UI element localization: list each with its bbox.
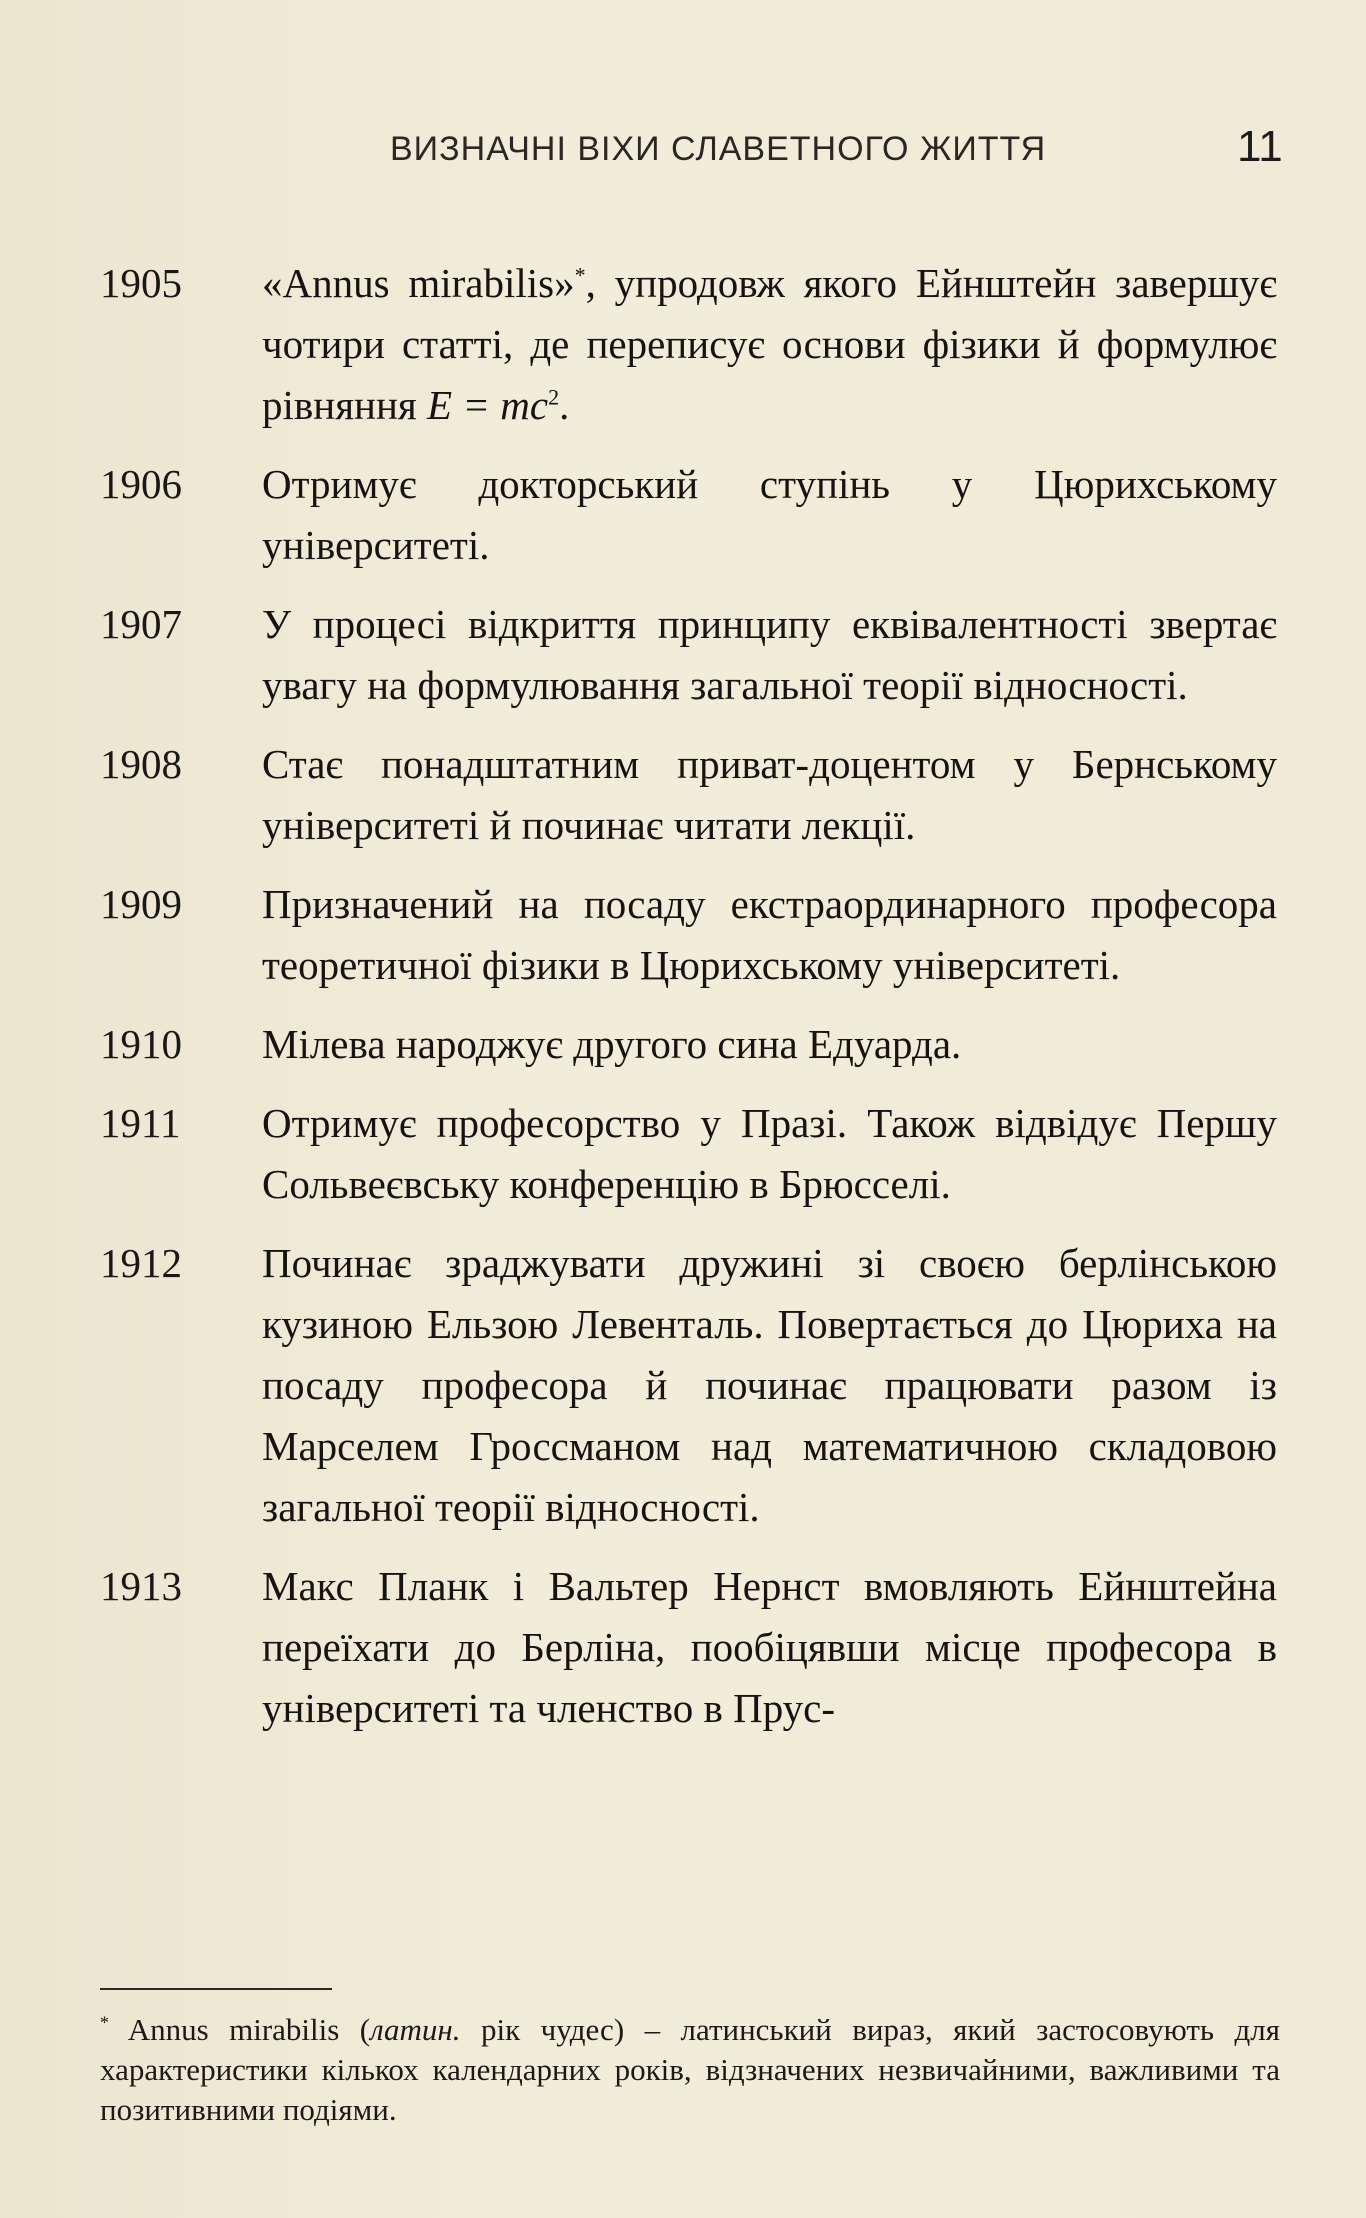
footnote-lang-abbr: латин. bbox=[370, 2012, 461, 2047]
entry-year: 1906 bbox=[100, 461, 182, 507]
entry-1907 bbox=[100, 594, 1280, 716]
entry-text bbox=[262, 253, 1277, 436]
entry-1911 bbox=[100, 1093, 1280, 1215]
page-header bbox=[0, 118, 1366, 178]
entry-1908 bbox=[100, 734, 1280, 856]
footnote-text: – латинський вираз, який застосовують для характеристики кількох календарних років, відзначених незвичайними, важливими та позитивними подіями. bbox=[100, 2012, 1281, 2127]
entry-text: Призначений на посаду екстраординарного професора теоретичної фізики в Цюрихському університеті. bbox=[262, 881, 1277, 988]
entry-year: 1907 bbox=[100, 601, 182, 647]
formula-exponent: 2 bbox=[548, 384, 560, 410]
entry-1909 bbox=[100, 874, 1280, 996]
footnote-divider bbox=[100, 1988, 332, 1990]
entry-text: Макс Планк і Вальтер Нернст вмовляють Ейнштейна переїхати до Берліна, пообіцявши місце професора в університеті та членство в Прус- bbox=[262, 1563, 1277, 1731]
running-title: ВИЗНАЧНІ ВІХИ СЛАВЕТНОГО ЖИТТЯ bbox=[390, 130, 1047, 168]
entry-text-body: , упродовж якого Ейнштейн завершує чотири статті, де переписує основи фізики й формулює рівняння bbox=[262, 260, 1278, 428]
annus-mirabilis-term: «Annus mirabilis» bbox=[262, 260, 575, 306]
entry-year: 1912 bbox=[100, 1240, 182, 1286]
entry-text-end: . bbox=[559, 382, 570, 428]
entry-year: 1913 bbox=[100, 1563, 182, 1609]
footnote-marker: * bbox=[100, 2012, 109, 2033]
entry-1905 bbox=[100, 253, 1280, 436]
entry-1912 bbox=[100, 1233, 1280, 1538]
entry-1913 bbox=[100, 1556, 1280, 1739]
entry-text: Починає зраджувати дружині зі своєю берлінською кузиною Ельзою Левенталь. Повертається до Цюриха на посаду професора й починає працювати разом із Марселем Гроссманом над математичною складовою загальної теорії відносності. bbox=[262, 1240, 1277, 1530]
entry-year: 1911 bbox=[100, 1100, 181, 1146]
footnote-marker: * bbox=[574, 262, 586, 288]
entry-text: У процесі відкриття принципу еквівалентності звертає увагу на формулювання загальної теорії відносності. bbox=[262, 601, 1277, 708]
footnote-term: Annus mirabilis bbox=[127, 2012, 340, 2047]
entry-text: Отримує професорство у Празі. Також відвідує Першу Сольвеєвську конференцію в Брюсселі. bbox=[262, 1100, 1277, 1207]
entry-year: 1910 bbox=[100, 1021, 182, 1067]
entry-text: Мілева народжує другого сина Едуарда. bbox=[262, 1021, 962, 1067]
page-number: 11 bbox=[1237, 122, 1283, 171]
footnote-gloss: рік чудес bbox=[480, 2012, 614, 2047]
entry-year: 1905 bbox=[100, 260, 182, 306]
entry-text: Отримує докторський ступінь у Цюрихському університеті. bbox=[262, 461, 1277, 568]
entry-1910 bbox=[100, 1014, 1280, 1075]
entry-1906 bbox=[100, 454, 1280, 576]
entry-text: Стає понадштатним приват-доцентом у Бернському університеті й починає читати лекції. bbox=[262, 741, 1277, 848]
chronology-list bbox=[100, 253, 1280, 1757]
formula: E = mc bbox=[427, 382, 549, 428]
footnote: * Annus mirabilis (латин. рік чудес) – латинський вираз, який застосовують для характеристики кількох календарних років, відзначених незвичайними, важливими та позитивними подіями. bbox=[100, 2012, 1281, 2127]
entry-year: 1909 bbox=[100, 881, 182, 927]
entry-year: 1908 bbox=[100, 741, 182, 787]
